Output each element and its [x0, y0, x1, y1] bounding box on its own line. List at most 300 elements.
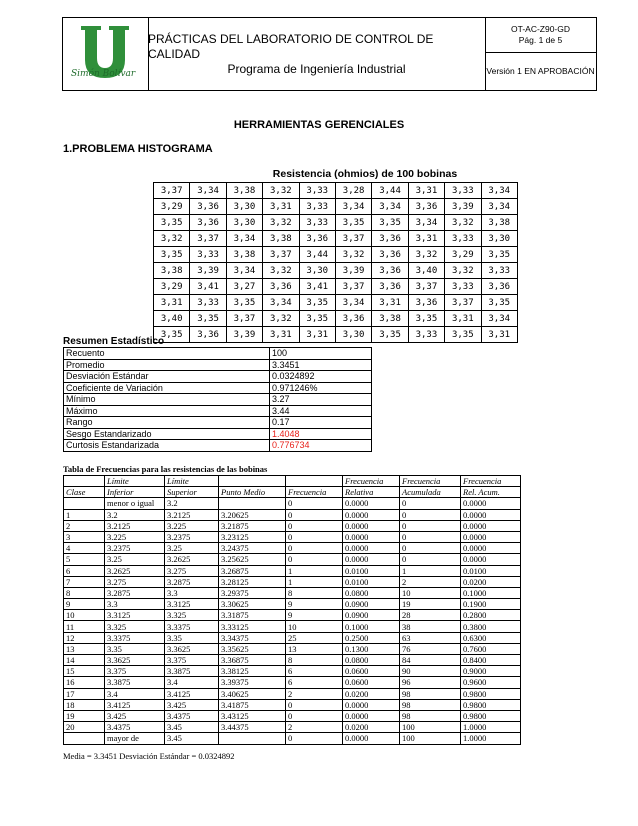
summary-label: Recuento [64, 348, 270, 360]
frequency-cell: 0 [286, 520, 343, 531]
frequency-cell: 3.2 [105, 509, 165, 520]
frequency-cell: 15 [64, 666, 105, 677]
frequency-cell: 5 [64, 554, 105, 565]
frequency-cell: 3.34375 [219, 632, 286, 643]
resistance-cell: 3,36 [263, 279, 299, 295]
frequency-table-title: Tabla de Frecuencias para las resistencias de las bobinas [63, 464, 268, 474]
frequency-header-cell [219, 476, 286, 487]
frequency-header-row [64, 476, 521, 487]
frequency-row [64, 621, 521, 632]
frequency-cell: 9 [286, 610, 343, 621]
frequency-header-cell: Frecuencia [461, 476, 521, 487]
resistance-cell: 3,35 [445, 327, 481, 343]
frequency-cell: 9 [286, 599, 343, 610]
resistance-cell: 3,34 [263, 295, 299, 311]
resistance-cell: 3,29 [445, 247, 481, 263]
resistance-cell: 3,33 [481, 263, 517, 279]
frequency-cell: 0.9600 [461, 677, 521, 688]
frequency-cell: 0.0200 [343, 688, 400, 699]
summary-label: Coeficiente de Variación [64, 382, 270, 394]
frequency-cell: 63 [400, 632, 461, 643]
frequency-cell: 0.9800 [461, 710, 521, 721]
frequency-cell: 3.325 [165, 610, 219, 621]
frequency-cell: 16 [64, 677, 105, 688]
frequency-header-cell [64, 476, 105, 487]
resistance-cell: 3,31 [481, 327, 517, 343]
frequency-cell: 0.0600 [343, 666, 400, 677]
frequency-cell: 3.29375 [219, 587, 286, 598]
frequency-footer: Media = 3.3451 Desviación Estándar = 0.0324892 [63, 751, 235, 761]
summary-row [64, 394, 372, 406]
resistance-cell: 3,33 [299, 199, 335, 215]
summary-value: 0.776734 [270, 440, 372, 452]
resistance-cell: 3,38 [263, 231, 299, 247]
resistance-cell: 3,35 [154, 215, 190, 231]
frequency-cell: 3.44375 [219, 722, 286, 733]
frequency-cell: 0.0000 [343, 554, 400, 565]
frequency-cell: 98 [400, 699, 461, 710]
resistance-cell: 3,35 [299, 295, 335, 311]
resistance-cell: 3,33 [445, 279, 481, 295]
frequency-cell: 0 [286, 710, 343, 721]
frequency-cell: 0 [400, 543, 461, 554]
frequency-cell: 10 [64, 610, 105, 621]
resistance-cell: 3,33 [408, 327, 444, 343]
resistance-cell: 3,39 [190, 263, 226, 279]
resistance-cell: 3,34 [190, 183, 226, 199]
resistance-cell: 3,35 [154, 247, 190, 263]
resistance-cell: 3,34 [372, 199, 408, 215]
frequency-header-cell: Punto Medio [219, 487, 286, 498]
resistance-cell: 3,31 [263, 199, 299, 215]
frequency-cell: 38 [400, 621, 461, 632]
summary-label: Desviación Estándar [64, 371, 270, 383]
frequency-cell: 3.225 [165, 520, 219, 531]
frequency-cell: 8 [286, 655, 343, 666]
resistance-cell: 3,33 [445, 183, 481, 199]
frequency-cell: 0.2500 [343, 632, 400, 643]
resistance-cell: 3,35 [190, 311, 226, 327]
frequency-cell: 3.3125 [165, 599, 219, 610]
frequency-row [64, 509, 521, 520]
frequency-cell: 14 [64, 655, 105, 666]
resistance-cell: 3,36 [481, 279, 517, 295]
frequency-header-cell: Frecuencia [286, 487, 343, 498]
frequency-row [64, 576, 521, 587]
resistance-cell: 3,31 [299, 327, 335, 343]
resistance-cell: 3,35 [335, 215, 371, 231]
resistance-cell: 3,38 [481, 215, 517, 231]
resistance-cell: 3,37 [335, 231, 371, 247]
resistance-cell: 3,35 [372, 215, 408, 231]
resistance-cell: 3,29 [154, 199, 190, 215]
frequency-cell: 19 [64, 710, 105, 721]
frequency-cell: 0.0000 [461, 520, 521, 531]
frequency-row [64, 722, 521, 733]
frequency-cell: 0.0000 [343, 710, 400, 721]
frequency-cell: 90 [400, 666, 461, 677]
frequency-cell: 8 [286, 587, 343, 598]
resistance-cell: 3,30 [335, 327, 371, 343]
frequency-header-cell: Inferior [105, 487, 165, 498]
resistance-row [154, 199, 518, 215]
frequency-cell: 0.1900 [461, 599, 521, 610]
frequency-cell: 1 [64, 509, 105, 520]
frequency-cell: 3.4125 [105, 699, 165, 710]
frequency-cell: 3.25 [105, 554, 165, 565]
frequency-cell: 3.2875 [105, 587, 165, 598]
frequency-row [64, 520, 521, 531]
frequency-cell: 0 [286, 509, 343, 520]
frequency-cell: 3.3875 [105, 677, 165, 688]
resistance-cell: 3,36 [372, 263, 408, 279]
frequency-cell: 1 [286, 565, 343, 576]
version-label: Versión 1 EN APROBACIÓN [486, 66, 595, 76]
document-header [62, 17, 597, 91]
frequency-cell: 3.25625 [219, 554, 286, 565]
frequency-cell: 3.3125 [105, 610, 165, 621]
frequency-cell: 12 [64, 632, 105, 643]
frequency-cell: 3.2875 [165, 576, 219, 587]
resistance-cell: 3,40 [154, 311, 190, 327]
frequency-cell: 17 [64, 688, 105, 699]
resistance-cell: 3,30 [481, 231, 517, 247]
resistance-row [154, 231, 518, 247]
frequency-cell: 20 [64, 722, 105, 733]
resistance-cell: 3,41 [190, 279, 226, 295]
resistance-cell: 3,32 [263, 183, 299, 199]
page-number: Pág. 1 de 5 [518, 35, 563, 45]
frequency-cell: 3.4 [165, 677, 219, 688]
frequency-cell: 3.375 [105, 666, 165, 677]
frequency-header-cell: Relativa [343, 487, 400, 498]
resistance-cell: 3,32 [263, 311, 299, 327]
frequency-row [64, 677, 521, 688]
frequency-cell: 3.25 [165, 543, 219, 554]
resistance-cell: 3,32 [263, 263, 299, 279]
resistance-cell: 3,34 [226, 231, 262, 247]
frequency-header-row [64, 487, 521, 498]
frequency-cell: 3.2625 [165, 554, 219, 565]
frequency-row [64, 699, 521, 710]
resistance-cell: 3,28 [335, 183, 371, 199]
resistance-cell: 3,35 [408, 311, 444, 327]
frequency-cell: menor o igual [105, 498, 165, 509]
frequency-cell: 3.4375 [105, 722, 165, 733]
frequency-cell: 3.26875 [219, 565, 286, 576]
resistance-cell: 3,35 [481, 247, 517, 263]
resistance-cell: 3,38 [226, 247, 262, 263]
frequency-cell: 98 [400, 710, 461, 721]
summary-row [64, 359, 372, 371]
summary-value: 100 [270, 348, 372, 360]
resistance-cell: 3,29 [154, 279, 190, 295]
resistance-cell: 3,39 [335, 263, 371, 279]
resistance-cell: 3,32 [263, 215, 299, 231]
frequency-cell: 0.0600 [343, 677, 400, 688]
frequency-cell: 1 [286, 576, 343, 587]
frequency-cell: 0.0000 [461, 554, 521, 565]
resistance-cell: 3,37 [335, 279, 371, 295]
resistance-cell: 3,32 [408, 247, 444, 263]
frequency-cell: 3.20625 [219, 509, 286, 520]
frequency-cell: mayor de [105, 733, 165, 744]
resistance-cell: 3,33 [445, 231, 481, 247]
frequency-cell: 3.3 [105, 599, 165, 610]
frequency-cell: 0.0000 [461, 543, 521, 554]
frequency-row [64, 688, 521, 699]
frequency-cell: 3.2625 [105, 565, 165, 576]
resistance-row [154, 183, 518, 199]
summary-row [64, 428, 372, 440]
frequency-row [64, 531, 521, 542]
frequency-cell: 0.0100 [461, 565, 521, 576]
frequency-cell: 3.35625 [219, 643, 286, 654]
logo-icon [63, 18, 148, 90]
frequency-cell: 25 [286, 632, 343, 643]
frequency-cell: 3.3375 [165, 621, 219, 632]
summary-value: 0.17 [270, 417, 372, 429]
summary-title: Resumen Estadístico [63, 336, 165, 347]
resistance-cell: 3,37 [154, 183, 190, 199]
frequency-cell: 19 [400, 599, 461, 610]
frequency-cell: 0 [400, 554, 461, 565]
frequency-cell: 3.45 [165, 733, 219, 744]
resistance-cell: 3,31 [263, 327, 299, 343]
summary-row [64, 440, 372, 452]
frequency-cell: 0 [400, 520, 461, 531]
resistance-cell: 3,35 [372, 327, 408, 343]
summary-row [64, 371, 372, 383]
summary-label: Máximo [64, 405, 270, 417]
frequency-cell: 3.425 [105, 710, 165, 721]
summary-label: Rango [64, 417, 270, 429]
frequency-cell: 3.3 [165, 587, 219, 598]
resistance-cell: 3,35 [481, 295, 517, 311]
frequency-cell: 0.3800 [461, 621, 521, 632]
frequency-cell: 3.275 [105, 576, 165, 587]
resistance-cell: 3,37 [445, 295, 481, 311]
frequency-cell: 3.2125 [165, 509, 219, 520]
summary-row [64, 348, 372, 360]
frequency-header-cell: Clase [64, 487, 105, 498]
frequency-row [64, 554, 521, 565]
frequency-cell: 3.225 [105, 531, 165, 542]
frequency-cell: 8 [64, 587, 105, 598]
frequency-cell [64, 498, 105, 509]
resistance-row [154, 311, 518, 327]
frequency-cell: 3.2375 [105, 543, 165, 554]
frequency-cell: 3.41875 [219, 699, 286, 710]
frequency-cell: 0.9800 [461, 699, 521, 710]
resistance-cell: 3,37 [226, 311, 262, 327]
resistance-cell: 3,30 [299, 263, 335, 279]
frequency-cell: 3.36875 [219, 655, 286, 666]
frequency-cell: 28 [400, 610, 461, 621]
frequency-cell: 0.0000 [343, 509, 400, 520]
summary-label: Promedio [64, 359, 270, 371]
frequency-cell: 0 [286, 531, 343, 542]
resistance-cell: 3,36 [190, 215, 226, 231]
frequency-cell: 0.0900 [343, 599, 400, 610]
frequency-cell: 6 [64, 565, 105, 576]
summary-value: 1.4048 [270, 428, 372, 440]
resistance-cell: 3,31 [154, 295, 190, 311]
frequency-cell: 3.40625 [219, 688, 286, 699]
resistance-row [154, 295, 518, 311]
summary-label: Curtosis Estandarizada [64, 440, 270, 452]
resistance-cell: 3,38 [154, 263, 190, 279]
doc-code: OT-AC-Z90-GD [510, 24, 571, 34]
resistance-cell: 3,34 [335, 199, 371, 215]
frequency-cell: 2 [400, 576, 461, 587]
resistance-cell: 3,32 [335, 247, 371, 263]
problem-title: 1.PROBLEMA HISTOGRAMA [63, 143, 213, 155]
frequency-cell: 9 [64, 599, 105, 610]
frequency-cell: 0.0200 [461, 576, 521, 587]
resistance-cell: 3,34 [481, 183, 517, 199]
resistance-cell: 3,44 [299, 247, 335, 263]
section-title: HERRAMIENTAS GERENCIALES [233, 119, 405, 131]
frequency-cell: 0.1000 [461, 587, 521, 598]
resistance-cell: 3,32 [154, 231, 190, 247]
resistance-cell: 3,39 [445, 199, 481, 215]
frequency-row [64, 610, 521, 621]
frequency-cell: 3.38125 [219, 666, 286, 677]
frequency-header-cell: Rel. Acum. [461, 487, 521, 498]
resistance-cell: 3,32 [445, 263, 481, 279]
header-title-block [148, 18, 486, 90]
frequency-row [64, 587, 521, 598]
frequency-cell [219, 498, 286, 509]
frequency-cell: 0.8400 [461, 655, 521, 666]
frequency-cell: 0.9000 [461, 666, 521, 677]
svg-text:Simón Bolívar: Simón Bolívar [71, 69, 136, 79]
frequency-cell: 3.3625 [165, 643, 219, 654]
resistance-cell: 3,38 [226, 183, 262, 199]
frequency-cell: 3.4 [105, 688, 165, 699]
frequency-cell: 3.425 [165, 699, 219, 710]
resistance-cell: 3,36 [408, 199, 444, 215]
summary-row [64, 382, 372, 394]
resistance-cell: 3,36 [372, 247, 408, 263]
frequency-cell: 13 [64, 643, 105, 654]
resistance-cell: 3,36 [408, 295, 444, 311]
frequency-row [64, 565, 521, 576]
resistance-cell: 3,36 [372, 231, 408, 247]
frequency-cell: 0.1300 [343, 643, 400, 654]
resistance-table-title: Resistencia (ohmios) de 100 bobinas [272, 168, 458, 180]
frequency-cell: 0.0000 [343, 699, 400, 710]
frequency-cell: 7 [64, 576, 105, 587]
resistance-row [154, 279, 518, 295]
university-logo [63, 18, 149, 90]
resistance-cell: 3,27 [226, 279, 262, 295]
summary-value: 3.27 [270, 394, 372, 406]
frequency-cell: 0.2800 [461, 610, 521, 621]
resistance-cell: 3,35 [226, 295, 262, 311]
frequency-cell: 11 [64, 621, 105, 632]
frequency-cell: 0 [286, 554, 343, 565]
frequency-cell: 2 [286, 688, 343, 699]
resistance-cell: 3,36 [299, 231, 335, 247]
frequency-cell: 3.325 [105, 621, 165, 632]
frequency-cell: 76 [400, 643, 461, 654]
frequency-cell: 13 [286, 643, 343, 654]
frequency-cell: 3.4375 [165, 710, 219, 721]
frequency-cell: 0.6300 [461, 632, 521, 643]
frequency-cell: 0.0200 [343, 722, 400, 733]
resistance-cell: 3,40 [408, 263, 444, 279]
frequency-cell: 0 [400, 531, 461, 542]
frequency-cell: 0 [400, 498, 461, 509]
resistance-cell: 3,34 [408, 215, 444, 231]
frequency-cell: 10 [400, 587, 461, 598]
frequency-cell: 6 [286, 666, 343, 677]
frequency-row [64, 498, 521, 509]
resistance-cell: 3,37 [190, 231, 226, 247]
frequency-cell: 3.2375 [165, 531, 219, 542]
frequency-cell: 3 [64, 531, 105, 542]
resistance-cell: 3,31 [408, 183, 444, 199]
resistance-cell: 3,36 [190, 199, 226, 215]
frequency-cell: 0.0000 [343, 520, 400, 531]
frequency-cell: 1.0000 [461, 722, 521, 733]
resistance-cell: 3,41 [299, 279, 335, 295]
resistance-cell: 3,34 [335, 295, 371, 311]
frequency-cell: 3.30625 [219, 599, 286, 610]
resistance-cell: 3,36 [372, 279, 408, 295]
frequency-cell: 0.0000 [461, 531, 521, 542]
frequency-cell: 3.21875 [219, 520, 286, 531]
frequency-cell: 3.33125 [219, 621, 286, 632]
frequency-cell: 3.375 [165, 655, 219, 666]
frequency-row [64, 710, 521, 721]
resistance-cell: 3,30 [226, 215, 262, 231]
frequency-cell: 3.4125 [165, 688, 219, 699]
frequency-cell: 3.43125 [219, 710, 286, 721]
resistance-cell: 3,34 [226, 263, 262, 279]
resistance-cell: 3,33 [190, 247, 226, 263]
frequency-header-cell: Límite [165, 476, 219, 487]
frequency-cell: 96 [400, 677, 461, 688]
frequency-row [64, 655, 521, 666]
frequency-header-cell: Frecuencia [343, 476, 400, 487]
header-meta [485, 18, 596, 90]
frequency-cell [64, 733, 105, 744]
frequency-cell: 0 [286, 699, 343, 710]
frequency-cell: 100 [400, 722, 461, 733]
resistance-cell: 3,33 [190, 295, 226, 311]
frequency-header-cell: Acumulada [400, 487, 461, 498]
summary-value: 3.44 [270, 405, 372, 417]
summary-label: Sesgo Estandarizado [64, 428, 270, 440]
frequency-cell: 0.0000 [461, 509, 521, 520]
frequency-cell: 0.0900 [343, 610, 400, 621]
frequency-cell: 0 [286, 543, 343, 554]
doc-code-cell [485, 18, 596, 53]
frequency-header-cell: Frecuencia [400, 476, 461, 487]
frequency-cell: 0.0000 [343, 531, 400, 542]
frequency-cell: 3.275 [165, 565, 219, 576]
frequency-row [64, 643, 521, 654]
frequency-cell: 0.0000 [343, 543, 400, 554]
resistance-cell: 3,33 [299, 215, 335, 231]
frequency-cell: 18 [64, 699, 105, 710]
resistance-cell: 3,31 [408, 231, 444, 247]
frequency-cell: 4 [64, 543, 105, 554]
frequency-cell: 3.35 [105, 643, 165, 654]
